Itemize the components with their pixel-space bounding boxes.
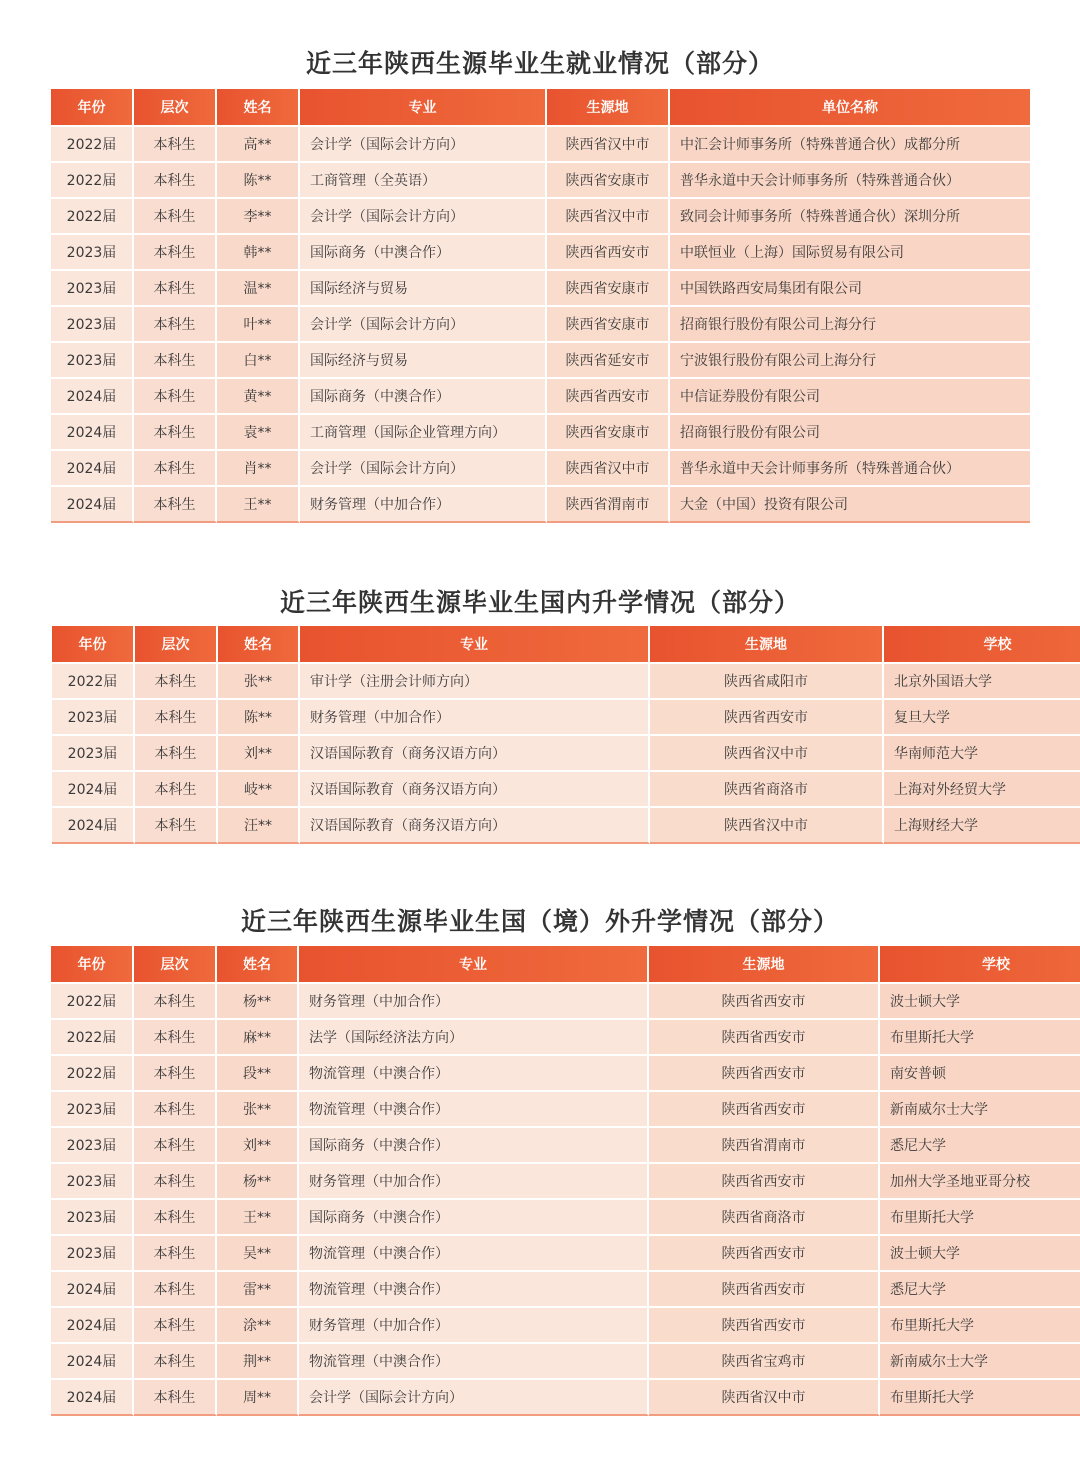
cell-major: 国际经济与贸易 [300, 341, 547, 377]
cell-unit: 悉尼大学 [880, 1270, 1080, 1306]
cell-year: 2022届 [51, 1018, 134, 1054]
cell-name: 袁** [217, 413, 300, 449]
cell-origin: 陕西省西安市 [649, 1018, 880, 1054]
employment-table [51, 89, 1030, 523]
column-header-origin: 生源地 [649, 946, 880, 982]
cell-level: 本科生 [134, 1162, 217, 1198]
cell-unit: 加州大学圣地亚哥分校 [880, 1162, 1080, 1198]
cell-year: 2024届 [51, 377, 134, 413]
column-header-name: 姓名 [217, 89, 300, 125]
cell-major: 国际商务（中澳合作） [300, 377, 547, 413]
domestic-study-table [52, 626, 1080, 844]
cell-level: 本科生 [135, 698, 218, 734]
column-header-major: 专业 [300, 626, 650, 662]
cell-year: 2024届 [51, 1270, 134, 1306]
column-header-year: 年份 [52, 626, 135, 662]
cell-origin: 陕西省汉中市 [649, 1378, 880, 1416]
table-row [51, 485, 1030, 523]
cell-unit: 新南威尔士大学 [880, 1342, 1080, 1378]
cell-unit: 悉尼大学 [880, 1126, 1080, 1162]
table-row [51, 1162, 1080, 1198]
table-row [51, 982, 1080, 1018]
column-header-level: 层次 [135, 626, 218, 662]
cell-origin: 陕西省汉中市 [650, 734, 884, 770]
cell-unit: 波士顿大学 [880, 982, 1080, 1018]
cell-level: 本科生 [134, 341, 217, 377]
cell-name: 段** [217, 1054, 299, 1090]
cell-origin: 陕西省渭南市 [547, 485, 670, 523]
cell-level: 本科生 [135, 770, 218, 806]
cell-unit: 大金（中国）投资有限公司 [670, 485, 1030, 523]
cell-level: 本科生 [134, 1018, 217, 1054]
cell-origin: 陕西省西安市 [649, 1090, 880, 1126]
cell-origin: 陕西省汉中市 [650, 806, 884, 844]
cell-origin: 陕西省延安市 [547, 341, 670, 377]
cell-unit: 布里斯托大学 [880, 1378, 1080, 1416]
cell-major: 财务管理（中加合作） [299, 982, 649, 1018]
cell-major: 工商管理（全英语） [300, 161, 547, 197]
cell-level: 本科生 [134, 1126, 217, 1162]
cell-level: 本科生 [134, 305, 217, 341]
cell-unit: 致同会计师事务所（特殊普通合伙）深圳分所 [670, 197, 1030, 233]
cell-origin: 陕西省安康市 [547, 413, 670, 449]
column-header-year: 年份 [51, 89, 134, 125]
table-header-row [51, 89, 1030, 125]
cell-level: 本科生 [134, 197, 217, 233]
cell-major: 会计学（国际会计方向） [300, 305, 547, 341]
table-row [51, 1198, 1080, 1234]
cell-year: 2024届 [51, 413, 134, 449]
cell-level: 本科生 [134, 233, 217, 269]
cell-unit: 招商银行股份有限公司上海分行 [670, 305, 1030, 341]
cell-major: 物流管理（中澳合作） [299, 1234, 649, 1270]
cell-major: 国际商务（中澳合作） [299, 1198, 649, 1234]
cell-name: 张** [217, 1090, 299, 1126]
cell-major: 财务管理（中加合作） [300, 698, 650, 734]
cell-year: 2024届 [52, 806, 135, 844]
cell-origin: 陕西省汉中市 [547, 449, 670, 485]
cell-name: 荆** [217, 1342, 299, 1378]
cell-year: 2022届 [51, 161, 134, 197]
table-row [52, 662, 1080, 698]
cell-origin: 陕西省咸阳市 [650, 662, 884, 698]
cell-year: 2023届 [51, 341, 134, 377]
cell-name: 肖** [217, 449, 300, 485]
cell-major: 财务管理（中加合作） [299, 1306, 649, 1342]
cell-name: 叶** [217, 305, 300, 341]
cell-major: 财务管理（中加合作） [299, 1162, 649, 1198]
table-header-row [51, 946, 1080, 982]
cell-name: 吴** [217, 1234, 299, 1270]
cell-origin: 陕西省安康市 [547, 305, 670, 341]
cell-origin: 陕西省汉中市 [547, 125, 670, 161]
cell-name: 刘** [217, 1126, 299, 1162]
cell-level: 本科生 [134, 269, 217, 305]
table-row [51, 305, 1030, 341]
abroad-title: 近三年陕西生源毕业生国（境）外升学情况（部分） [240, 907, 839, 936]
cell-origin: 陕西省汉中市 [547, 197, 670, 233]
cell-name: 刘** [218, 734, 300, 770]
column-header-major: 专业 [300, 89, 547, 125]
cell-level: 本科生 [134, 1378, 217, 1416]
cell-level: 本科生 [134, 1270, 217, 1306]
cell-year: 2023届 [51, 305, 134, 341]
table-header-row [52, 626, 1080, 662]
domestic-title: 近三年陕西生源毕业生国内升学情况（部分） [279, 588, 800, 617]
cell-unit: 波士顿大学 [880, 1234, 1080, 1270]
abroad-study-table [51, 946, 1080, 1416]
cell-major: 汉语国际教育（商务汉语方向） [300, 734, 650, 770]
cell-major: 审计学（注册会计师方向） [300, 662, 650, 698]
table-row [51, 377, 1030, 413]
cell-name: 陈** [217, 161, 300, 197]
cell-level: 本科生 [134, 982, 217, 1018]
cell-year: 2023届 [52, 734, 135, 770]
cell-unit: 布里斯托大学 [880, 1198, 1080, 1234]
cell-level: 本科生 [134, 413, 217, 449]
table-row [52, 698, 1080, 734]
cell-unit: 南安普顿 [880, 1054, 1080, 1090]
table-row [52, 770, 1080, 806]
table-row [51, 197, 1030, 233]
cell-unit: 上海财经大学 [884, 806, 1080, 844]
cell-name: 杨** [217, 1162, 299, 1198]
cell-name: 高** [217, 125, 300, 161]
table-row [51, 125, 1030, 161]
table-row [51, 1054, 1080, 1090]
cell-year: 2023届 [52, 698, 135, 734]
cell-name: 黄** [217, 377, 300, 413]
cell-unit: 布里斯托大学 [880, 1018, 1080, 1054]
cell-origin: 陕西省西安市 [649, 1234, 880, 1270]
cell-major: 会计学（国际会计方向） [300, 197, 547, 233]
cell-year: 2022届 [51, 1054, 134, 1090]
cell-level: 本科生 [135, 662, 218, 698]
cell-unit: 招商银行股份有限公司 [670, 413, 1030, 449]
cell-major: 物流管理（中澳合作） [299, 1090, 649, 1126]
domestic-section [0, 585, 1080, 621]
cell-unit: 宁波银行股份有限公司上海分行 [670, 341, 1030, 377]
employment-title: 近三年陕西生源毕业生就业情况（部分） [305, 49, 774, 78]
cell-year: 2022届 [51, 125, 134, 161]
cell-name: 白** [217, 341, 300, 377]
cell-level: 本科生 [134, 449, 217, 485]
table-row [51, 413, 1030, 449]
cell-major: 财务管理（中加合作） [300, 485, 547, 523]
employment-section [0, 46, 1080, 82]
cell-name: 麻** [217, 1018, 299, 1054]
cell-year: 2024届 [51, 1342, 134, 1378]
table-row [51, 1090, 1080, 1126]
cell-major: 国际商务（中澳合作） [300, 233, 547, 269]
cell-level: 本科生 [135, 806, 218, 844]
cell-origin: 陕西省西安市 [650, 698, 884, 734]
cell-unit: 中汇会计师事务所（特殊普通合伙）成都分所 [670, 125, 1030, 161]
table-row [51, 449, 1030, 485]
cell-origin: 陕西省西安市 [649, 1270, 880, 1306]
cell-name: 涂** [217, 1306, 299, 1342]
table-row [52, 806, 1080, 844]
cell-unit: 新南威尔士大学 [880, 1090, 1080, 1126]
cell-origin: 陕西省西安市 [649, 1054, 880, 1090]
table-row [52, 734, 1080, 770]
column-header-level: 层次 [134, 946, 217, 982]
cell-origin: 陕西省西安市 [649, 1162, 880, 1198]
column-header-name: 姓名 [218, 626, 300, 662]
cell-level: 本科生 [134, 1306, 217, 1342]
table-row [51, 1234, 1080, 1270]
cell-origin: 陕西省安康市 [547, 161, 670, 197]
table-row [51, 1342, 1080, 1378]
cell-year: 2024届 [52, 770, 135, 806]
column-header-name: 姓名 [217, 946, 299, 982]
column-header-major: 专业 [299, 946, 649, 982]
cell-major: 法学（国际经济法方向） [299, 1018, 649, 1054]
table-row [51, 1270, 1080, 1306]
cell-major: 汉语国际教育（商务汉语方向） [300, 806, 650, 844]
cell-major: 工商管理（国际企业管理方向） [300, 413, 547, 449]
column-header-unit: 学校 [884, 626, 1080, 662]
cell-year: 2022届 [51, 982, 134, 1018]
cell-name: 汪** [218, 806, 300, 844]
cell-origin: 陕西省西安市 [547, 377, 670, 413]
cell-major: 会计学（国际会计方向） [300, 125, 547, 161]
cell-origin: 陕西省渭南市 [649, 1126, 880, 1162]
column-header-unit: 学校 [880, 946, 1080, 982]
cell-major: 会计学（国际会计方向） [300, 449, 547, 485]
cell-year: 2024届 [51, 1378, 134, 1416]
column-header-origin: 生源地 [547, 89, 670, 125]
cell-year: 2023届 [51, 1126, 134, 1162]
cell-name: 雷** [217, 1270, 299, 1306]
cell-name: 王** [217, 485, 300, 523]
cell-major: 物流管理（中澳合作） [299, 1054, 649, 1090]
column-header-origin: 生源地 [650, 626, 884, 662]
cell-unit: 上海对外经贸大学 [884, 770, 1080, 806]
cell-major: 物流管理（中澳合作） [299, 1270, 649, 1306]
column-header-unit: 单位名称 [670, 89, 1030, 125]
cell-unit: 布里斯托大学 [880, 1306, 1080, 1342]
cell-name: 温** [217, 269, 300, 305]
cell-name: 陈** [218, 698, 300, 734]
cell-origin: 陕西省商洛市 [649, 1198, 880, 1234]
table-row [51, 1306, 1080, 1342]
table-row [51, 233, 1030, 269]
column-header-level: 层次 [134, 89, 217, 125]
cell-level: 本科生 [134, 1054, 217, 1090]
cell-level: 本科生 [134, 377, 217, 413]
table-row [51, 341, 1030, 377]
table-row [51, 1378, 1080, 1416]
cell-unit: 北京外国语大学 [884, 662, 1080, 698]
cell-name: 王** [217, 1198, 299, 1234]
cell-level: 本科生 [134, 485, 217, 523]
cell-unit: 中信证券股份有限公司 [670, 377, 1030, 413]
cell-year: 2023届 [51, 1234, 134, 1270]
cell-year: 2024届 [51, 485, 134, 523]
cell-name: 岐** [218, 770, 300, 806]
cell-name: 周** [217, 1378, 299, 1416]
cell-major: 国际经济与贸易 [300, 269, 547, 305]
cell-origin: 陕西省商洛市 [650, 770, 884, 806]
table-row [51, 269, 1030, 305]
cell-name: 韩** [217, 233, 300, 269]
cell-year: 2022届 [52, 662, 135, 698]
cell-level: 本科生 [135, 734, 218, 770]
cell-unit: 普华永道中天会计师事务所（特殊普通合伙） [670, 449, 1030, 485]
cell-year: 2023届 [51, 233, 134, 269]
cell-level: 本科生 [134, 1234, 217, 1270]
cell-name: 张** [218, 662, 300, 698]
cell-name: 杨** [217, 982, 299, 1018]
cell-level: 本科生 [134, 1198, 217, 1234]
cell-year: 2024届 [51, 1306, 134, 1342]
cell-year: 2023届 [51, 1162, 134, 1198]
cell-unit: 中国铁路西安局集团有限公司 [670, 269, 1030, 305]
cell-year: 2023届 [51, 1090, 134, 1126]
cell-origin: 陕西省西安市 [547, 233, 670, 269]
cell-unit: 中联恒业（上海）国际贸易有限公司 [670, 233, 1030, 269]
abroad-section [0, 904, 1080, 940]
table-row [51, 161, 1030, 197]
cell-year: 2023届 [51, 1198, 134, 1234]
column-header-year: 年份 [51, 946, 134, 982]
cell-major: 国际商务（中澳合作） [299, 1126, 649, 1162]
cell-year: 2022届 [51, 197, 134, 233]
cell-level: 本科生 [134, 1342, 217, 1378]
table-row [51, 1018, 1080, 1054]
cell-year: 2023届 [51, 269, 134, 305]
cell-origin: 陕西省宝鸡市 [649, 1342, 880, 1378]
cell-level: 本科生 [134, 161, 217, 197]
cell-origin: 陕西省安康市 [547, 269, 670, 305]
cell-origin: 陕西省西安市 [649, 1306, 880, 1342]
cell-major: 物流管理（中澳合作） [299, 1342, 649, 1378]
cell-unit: 复旦大学 [884, 698, 1080, 734]
cell-level: 本科生 [134, 125, 217, 161]
table-row [51, 1126, 1080, 1162]
cell-year: 2024届 [51, 449, 134, 485]
cell-unit: 华南师范大学 [884, 734, 1080, 770]
cell-origin: 陕西省西安市 [649, 982, 880, 1018]
cell-major: 汉语国际教育（商务汉语方向） [300, 770, 650, 806]
cell-level: 本科生 [134, 1090, 217, 1126]
cell-unit: 普华永道中天会计师事务所（特殊普通合伙） [670, 161, 1030, 197]
cell-name: 李** [217, 197, 300, 233]
cell-major: 会计学（国际会计方向） [299, 1378, 649, 1416]
